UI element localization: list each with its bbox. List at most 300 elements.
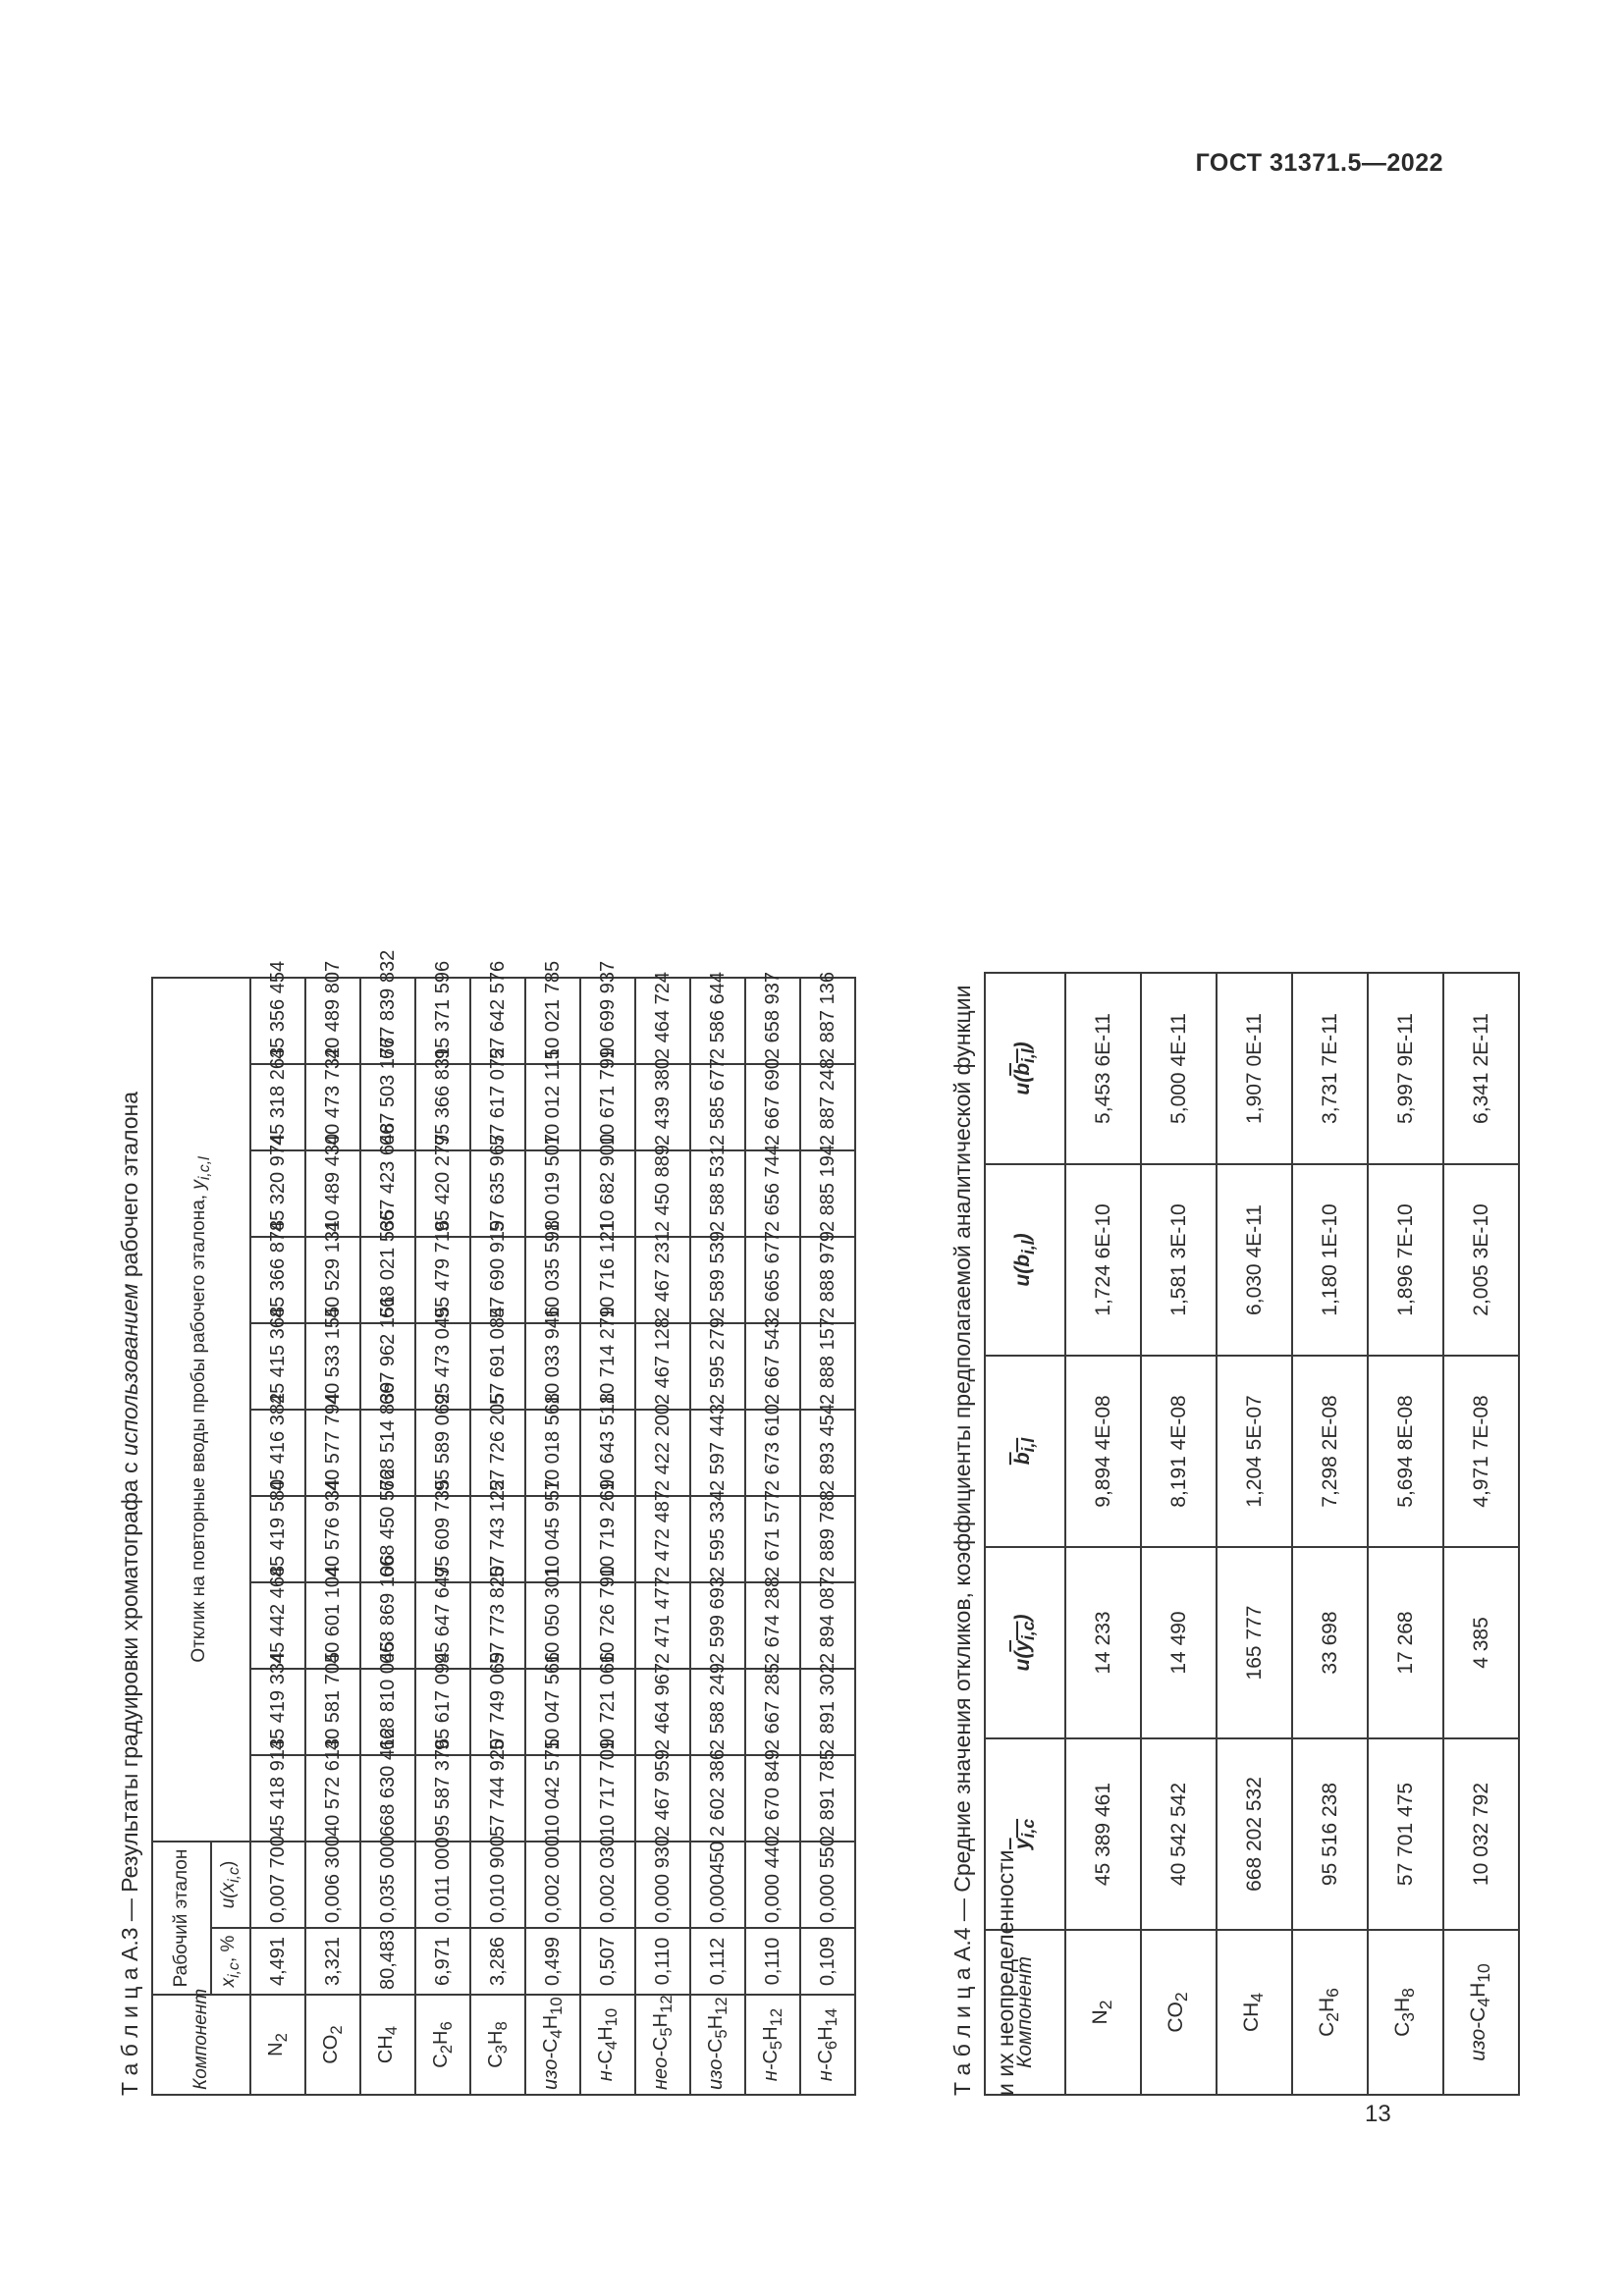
component-sub-2: 14 [821, 2007, 840, 2027]
response-cell: 40 576 934 [305, 1496, 360, 1582]
u-y-mean-cell: 14 233 [1065, 1547, 1141, 1738]
response-cell: 10 021 785 [525, 978, 580, 1064]
response-cell: 57 726 205 [470, 1410, 525, 1496]
component-prefix: н- [594, 2063, 617, 2082]
component-sub: 2 [271, 2033, 291, 2043]
response-cell: 2 467 231 [635, 1237, 690, 1323]
response-cell: 10 671 799 [580, 1064, 635, 1150]
table-a4-body [1065, 973, 1519, 2095]
u-cell: 0,000 440 [745, 1842, 800, 1928]
col-response-y: y [189, 1180, 210, 1190]
response-cell: 57 691 084 [470, 1323, 525, 1410]
u-cell: 0,000 550 [800, 1842, 855, 1928]
standard-header: ГОСТ 31371.5—2022 [1195, 149, 1443, 177]
response-cell: 10 050 301 [525, 1582, 580, 1669]
component-symbol-2: H [814, 2026, 837, 2041]
b-mean-cell: 1,204 5E-07 [1217, 1356, 1292, 1547]
response-cell: 10 719 269 [580, 1496, 635, 1582]
component-symbol-2: H [1467, 1982, 1490, 1998]
component-sub: 5 [656, 2027, 676, 2037]
response-cell: 2 673 610 [745, 1410, 800, 1496]
col-a4-u-y-close: ) [1010, 1614, 1034, 1622]
response-cell: 2 667 285 [745, 1669, 800, 1755]
response-cell: 10 045 957 [525, 1496, 580, 1582]
table-a4-caption: Т а б л и ц а А.4 — Средние значения откликов, коэффициенты предполагаемой аналитической функции и их неопределенности [949, 985, 1018, 2096]
u-cell: 0,000 930 [635, 1842, 690, 1928]
response-cell: 668 514 839 [360, 1410, 415, 1496]
component-sub-2: 6 [1323, 1988, 1343, 1998]
component-symbol: C [1467, 2006, 1490, 2022]
response-cell: 10 012 115 [525, 1064, 580, 1150]
table-a3-caption-rest: рабочего эталона [117, 1092, 142, 1284]
response-cell: 2 891 302 [800, 1669, 855, 1755]
component-cell [250, 1995, 305, 2095]
response-cell: 10 721 066 [580, 1669, 635, 1755]
table-row [1217, 973, 1292, 2095]
response-cell: 2 595 279 [690, 1323, 745, 1410]
response-cell: 57 749 069 [470, 1669, 525, 1755]
table-row [1141, 973, 1217, 2095]
response-cell: 95 371 596 [415, 978, 470, 1064]
response-cell: 10 716 121 [580, 1237, 635, 1323]
response-cell: 10 699 937 [580, 978, 635, 1064]
component-sub: 2 [1096, 2000, 1116, 2010]
table-a3-block [108, 949, 856, 2096]
y-mean-cell: 40 542 542 [1141, 1738, 1217, 1930]
response-cell: 45 320 974 [250, 1150, 305, 1237]
response-cell: 2 464 967 [635, 1669, 690, 1755]
col-a4-u-bm-close: ) [1010, 1041, 1034, 1049]
component-symbol: CO [1164, 2002, 1188, 2033]
u-b-cell: 1,896 7E-10 [1368, 1164, 1443, 1356]
x-cell: 3,321 [305, 1928, 360, 1995]
col-response-text: Отклик на повторные вводы пробы рабочего эталона, [189, 1189, 210, 1663]
component-symbol: C [539, 2038, 562, 2054]
component-cell [1368, 1930, 1443, 2095]
table-row [360, 978, 415, 2095]
u-b-cell: 2,005 3E-10 [1443, 1164, 1519, 1356]
table-row [415, 978, 470, 2095]
component-sub: 6 [821, 2040, 840, 2051]
response-cell: 668 021 535 [360, 1237, 415, 1323]
table-a3-caption-text: Т а б л и ц а А.3 — Результаты градуировки хроматографа с [117, 1456, 142, 2096]
response-cell: 45 418 913 [250, 1755, 305, 1842]
response-cell: 2 888 157 [800, 1323, 855, 1410]
table-row [745, 978, 800, 2095]
response-cell: 668 810 045 [360, 1669, 415, 1755]
u-b-mean-cell: 5,000 4E-11 [1141, 973, 1217, 1164]
u-b-cell: 1,724 6E-10 [1065, 1164, 1141, 1356]
response-cell: 10 042 575 [525, 1755, 580, 1842]
col-x [211, 1928, 250, 1995]
u-y-mean-cell: 17 268 [1368, 1547, 1443, 1738]
response-cell: 2 665 677 [745, 1237, 800, 1323]
table-a3-body [250, 949, 855, 2095]
response-cell: 2 893 454 [800, 1410, 855, 1496]
response-cell: 10 019 507 [525, 1150, 580, 1237]
y-mean-cell: 668 202 532 [1217, 1738, 1292, 1930]
x-cell: 0,109 [800, 1928, 855, 1995]
col-a4-b-sub: i,l [1018, 1437, 1039, 1453]
y-mean-cell: 57 701 475 [1368, 1738, 1443, 1930]
component-sub: 4 [546, 2029, 566, 2039]
component-sub-2: 10 [1474, 1963, 1494, 1983]
component-symbol: N [1089, 2009, 1112, 2025]
response-cell: 667 423 648 [360, 1150, 415, 1237]
component-cell [690, 1995, 745, 2095]
u-y-mean-cell: 14 490 [1141, 1547, 1217, 1738]
table-a3-caption-italic: использованием [117, 1283, 142, 1457]
component-sub: 3 [1398, 2012, 1419, 2022]
response-cell: 2 467 959 [635, 1755, 690, 1842]
response-cell: 2 588 531 [690, 1150, 745, 1237]
component-sub: 2 [326, 2025, 346, 2035]
x-cell: 3,286 [470, 1928, 525, 1995]
component-sub-2: 12 [766, 2007, 785, 2027]
table-row [305, 978, 360, 2095]
col-a4-u-y-sub: i,c [1018, 1621, 1039, 1640]
response-cell: 668 869 106 [360, 1582, 415, 1669]
table-a4 [984, 972, 1520, 2096]
response-cell: 95 473 045 [415, 1323, 470, 1410]
component-sub-2: 10 [546, 1997, 566, 2015]
component-symbol: CH [1240, 2002, 1264, 2033]
response-cell: 40 529 131 [305, 1237, 360, 1323]
y-mean-cell: 45 389 461 [1065, 1738, 1141, 1930]
u-b-mean-cell: 3,731 7E-11 [1292, 973, 1368, 1164]
u-y-mean-cell: 165 777 [1217, 1547, 1292, 1738]
component-sub-2: 10 [601, 2007, 621, 2027]
response-cell: 95 587 376 [415, 1755, 470, 1842]
component-cell [1443, 1930, 1519, 2095]
col-working-standard: Рабочий эталон [152, 1842, 211, 1995]
x-cell: 0,110 [745, 1928, 800, 1995]
response-cell: 2 602 386 [690, 1755, 745, 1842]
u-cell: 0,011 000 [415, 1842, 470, 1928]
b-mean-cell: 8,191 4E-08 [1141, 1356, 1217, 1547]
component-sub-2: 6 [436, 2021, 456, 2031]
component-symbol-2: H [539, 2014, 562, 2030]
col-a4-u-bm-var: b [1010, 1062, 1034, 1076]
response-cell: 95 366 831 [415, 1064, 470, 1150]
response-cell: 40 581 705 [305, 1669, 360, 1755]
b-mean-cell: 9,894 4E-08 [1065, 1356, 1141, 1547]
component-symbol-2: H [484, 2030, 507, 2045]
table-a3 [151, 949, 856, 2096]
response-cell: 2 670 849 [745, 1755, 800, 1842]
response-cell: 2 674 288 [745, 1582, 800, 1669]
response-cell: 2 467 128 [635, 1323, 690, 1410]
u-cell: 0,002 000 [525, 1842, 580, 1928]
component-cell [1065, 1930, 1141, 2095]
response-cell: 667 503 177 [360, 1064, 415, 1150]
response-cell: 2 667 543 [745, 1323, 800, 1410]
u-b-mean-cell: 5,997 9E-11 [1368, 973, 1443, 1164]
response-cell: 2 894 087 [800, 1582, 855, 1669]
table-row [1368, 973, 1443, 2095]
component-prefix: изо- [1467, 2021, 1490, 2061]
response-cell: 40 533 155 [305, 1323, 360, 1410]
response-cell: 2 597 443 [690, 1410, 745, 1496]
col-x-unit: , % [218, 1935, 240, 1963]
col-a4-u-y-mean [985, 1547, 1065, 1738]
component-sub: 4 [601, 2040, 621, 2051]
col-a4-component: Компонент [985, 1930, 1065, 2095]
response-cell: 45 415 368 [250, 1323, 305, 1410]
response-cell: 2 887 248 [800, 1064, 855, 1150]
response-cell: 2 422 200 [635, 1410, 690, 1496]
u-cell: 0,007 700 [250, 1842, 305, 1928]
response-cell: 667 839 832 [360, 978, 415, 1064]
u-b-cell: 1,581 3E-10 [1141, 1164, 1217, 1356]
response-cell: 10 035 598 [525, 1237, 580, 1323]
component-symbol-2: H [649, 2012, 672, 2028]
u-cell: 0,002 030 [580, 1842, 635, 1928]
response-cell: 95 647 647 [415, 1582, 470, 1669]
table-a4-block [941, 972, 1520, 2096]
component-symbol: C [1391, 2021, 1415, 2037]
col-u-sub: i,c [225, 1867, 243, 1883]
x-cell: 4,491 [250, 1928, 305, 1995]
response-cell: 2 888 979 [800, 1237, 855, 1323]
u-b-mean-cell: 5,453 6E-11 [1065, 973, 1141, 1164]
col-x-var: x [218, 1977, 240, 1988]
response-cell: 45 419 580 [250, 1496, 305, 1582]
component-symbol: N [264, 2042, 287, 2056]
component-sub: 2 [436, 2045, 456, 2055]
col-a4-u-bm-open: u( [1010, 1075, 1034, 1095]
component-cell [470, 1995, 525, 2095]
col-response-sub: i,c,l [195, 1156, 213, 1181]
response-cell: 45 419 334 [250, 1669, 305, 1755]
response-cell: 45 416 382 [250, 1410, 305, 1496]
response-cell: 2 585 677 [690, 1064, 745, 1150]
table-row [250, 978, 305, 2095]
response-cell: 10 714 279 [580, 1323, 635, 1410]
response-cell: 57 642 576 [470, 978, 525, 1064]
component-prefix: н- [814, 2063, 837, 2082]
response-cell: 95 609 735 [415, 1496, 470, 1582]
response-cell: 95 420 277 [415, 1150, 470, 1237]
component-symbol: C [759, 2050, 782, 2064]
table-row [1065, 973, 1141, 2095]
col-x-sub: i,c [225, 1962, 243, 1978]
component-sub: 3 [491, 2045, 511, 2055]
b-mean-cell: 4,971 7E-08 [1443, 1356, 1519, 1547]
response-cell: 668 630 412 [360, 1755, 415, 1842]
response-cell: 2 439 380 [635, 1064, 690, 1150]
response-cell: 57 617 072 [470, 1064, 525, 1150]
response-cell: 10 033 946 [525, 1323, 580, 1410]
response-cell: 2 885 194 [800, 1150, 855, 1237]
x-cell: 6,971 [415, 1928, 470, 1995]
table-row [1292, 973, 1368, 2095]
table-row [525, 978, 580, 2095]
response-cell: 2 599 693 [690, 1582, 745, 1669]
component-symbol-2: H [429, 2030, 452, 2045]
response-cell: 40 601 104 [305, 1582, 360, 1669]
component-symbol-2: H [1391, 1997, 1415, 2012]
response-cell: 2 667 690 [745, 1064, 800, 1150]
component-symbol: C [594, 2050, 617, 2064]
response-cell: 2 891 785 [800, 1755, 855, 1842]
col-a4-u-b-open: u(b [1010, 1254, 1034, 1287]
page-number: 13 [1365, 2101, 1391, 2127]
x-cell: 0,110 [635, 1928, 690, 1995]
col-response [152, 978, 250, 1842]
component-symbol: C [814, 2050, 837, 2064]
table-row [635, 978, 690, 2095]
component-sub: 2 [1323, 2012, 1343, 2022]
col-a4-y-mean-var: y [1010, 1838, 1034, 1850]
u-cell: 0,000450 [690, 1842, 745, 1928]
response-cell: 95 479 716 [415, 1237, 470, 1323]
col-a4-b-mean [985, 1356, 1065, 1547]
response-cell: 2 586 644 [690, 978, 745, 1064]
response-cell: 40 572 613 [305, 1755, 360, 1842]
response-cell: 2 595 334 [690, 1496, 745, 1582]
component-symbol: C [429, 2054, 452, 2068]
component-symbol: CH [374, 2035, 397, 2064]
response-cell: 667 962 151 [360, 1323, 415, 1410]
x-cell: 80,483 [360, 1928, 415, 1995]
component-cell [580, 1995, 635, 2095]
component-symbol: C [484, 2054, 507, 2068]
col-a4-u-b-close: ) [1010, 1233, 1034, 1241]
response-cell: 2 656 744 [745, 1150, 800, 1237]
response-cell: 10 726 790 [580, 1582, 635, 1669]
response-cell: 2 450 889 [635, 1150, 690, 1237]
response-cell: 2 588 249 [690, 1669, 745, 1755]
component-symbol-2: H [594, 2026, 617, 2041]
component-cell [415, 1995, 470, 2095]
response-cell: 2 887 136 [800, 978, 855, 1064]
component-sub-2: 12 [656, 1995, 676, 2013]
component-sub-2: 8 [1398, 1988, 1419, 1998]
response-cell: 2 658 937 [745, 978, 800, 1064]
u-y-mean-cell: 4 385 [1443, 1547, 1519, 1738]
col-a4-u-y-var: y [1010, 1639, 1034, 1652]
response-cell: 40 489 430 [305, 1150, 360, 1237]
component-symbol-2: H [1316, 1997, 1339, 2012]
col-a4-u-y-open: u( [1010, 1651, 1034, 1672]
b-mean-cell: 5,694 8E-08 [1368, 1356, 1443, 1547]
b-mean-cell: 7,298 2E-08 [1292, 1356, 1368, 1547]
component-sub-2: 8 [491, 2021, 511, 2031]
response-cell: 57 773 820 [470, 1582, 525, 1669]
response-cell: 2 471 477 [635, 1582, 690, 1669]
table-row [470, 978, 525, 2095]
response-cell: 2 472 487 [635, 1496, 690, 1582]
response-cell: 45 442 468 [250, 1582, 305, 1669]
component-prefix: нео- [649, 2051, 672, 2090]
component-prefix: изо- [539, 2053, 562, 2090]
component-symbol: C [704, 2038, 727, 2054]
response-cell: 2 889 788 [800, 1496, 855, 1582]
response-cell: 10 682 900 [580, 1150, 635, 1237]
component-symbol-2: H [759, 2026, 782, 2041]
table-row [1443, 973, 1519, 2095]
response-cell: 40 489 807 [305, 978, 360, 1064]
component-symbol: C [649, 2036, 672, 2052]
response-cell: 57 743 122 [470, 1496, 525, 1582]
response-cell: 2 671 577 [745, 1496, 800, 1582]
component-sub-2: 12 [711, 1997, 731, 2015]
component-symbol-2: H [704, 2014, 727, 2030]
x-cell: 0,499 [525, 1928, 580, 1995]
col-u [211, 1842, 250, 1928]
component-cell [745, 1995, 800, 2095]
component-symbol: C [1316, 2021, 1339, 2037]
col-a4-u-b [985, 1164, 1065, 1356]
response-cell: 10 047 566 [525, 1669, 580, 1755]
u-b-cell: 6,030 4E-11 [1217, 1164, 1292, 1356]
col-u-close: ) [218, 1860, 240, 1868]
response-cell: 45 356 454 [250, 978, 305, 1064]
y-mean-cell: 10 032 792 [1443, 1738, 1519, 1930]
response-cell: 45 366 878 [250, 1237, 305, 1323]
response-cell: 40 473 732 [305, 1064, 360, 1150]
component-cell [635, 1995, 690, 2095]
col-a4-b-var: b [1010, 1452, 1034, 1466]
table-row [580, 978, 635, 2095]
component-prefix: изо- [704, 2053, 727, 2090]
u-cell: 0,006 300 [305, 1842, 360, 1928]
u-b-mean-cell: 6,341 2E-11 [1443, 973, 1519, 1164]
response-cell: 95 589 062 [415, 1410, 470, 1496]
response-cell: 40 577 794 [305, 1410, 360, 1496]
col-a4-u-b-sub: i,l [1018, 1240, 1039, 1255]
component-cell [1141, 1930, 1217, 2095]
component-symbol: CO [319, 2034, 342, 2064]
response-cell: 10 643 518 [580, 1410, 635, 1496]
component-sub: 4 [1474, 1997, 1494, 2007]
x-cell: 0,112 [690, 1928, 745, 1995]
u-cell: 0,010 900 [470, 1842, 525, 1928]
col-component: Компонент [152, 1995, 250, 2095]
response-cell: 668 450 572 [360, 1496, 415, 1582]
response-cell: 2 464 724 [635, 978, 690, 1064]
response-cell: 2 589 539 [690, 1237, 745, 1323]
component-cell [1217, 1930, 1292, 2095]
component-cell [1292, 1930, 1368, 2095]
u-b-cell: 1,180 1E-10 [1292, 1164, 1368, 1356]
response-cell: 95 617 094 [415, 1669, 470, 1755]
component-sub: 5 [711, 2029, 731, 2039]
component-sub: 4 [1247, 1992, 1268, 2002]
u-y-mean-cell: 33 698 [1292, 1547, 1368, 1738]
component-cell [525, 1995, 580, 2095]
component-cell [800, 1995, 855, 2095]
u-cell: 0,035 000 [360, 1842, 415, 1928]
response-cell: 57 690 919 [470, 1237, 525, 1323]
response-cell: 57 635 967 [470, 1150, 525, 1237]
y-mean-cell: 95 516 238 [1292, 1738, 1368, 1930]
component-cell [305, 1995, 360, 2095]
table-row [690, 978, 745, 2095]
component-cell [360, 1995, 415, 2095]
col-u-var: u(x [218, 1882, 240, 1909]
response-cell: 45 318 263 [250, 1064, 305, 1150]
response-cell: 10 717 709 [580, 1755, 635, 1842]
col-a4-u-b-mean [985, 973, 1065, 1164]
col-a4-u-bm-sub: i,l [1018, 1048, 1039, 1063]
u-b-mean-cell: 1,907 0E-11 [1217, 973, 1292, 1164]
component-sub: 4 [381, 2025, 401, 2036]
table-row [800, 978, 855, 2095]
x-cell: 0,507 [580, 1928, 635, 1995]
response-cell: 10 018 568 [525, 1410, 580, 1496]
